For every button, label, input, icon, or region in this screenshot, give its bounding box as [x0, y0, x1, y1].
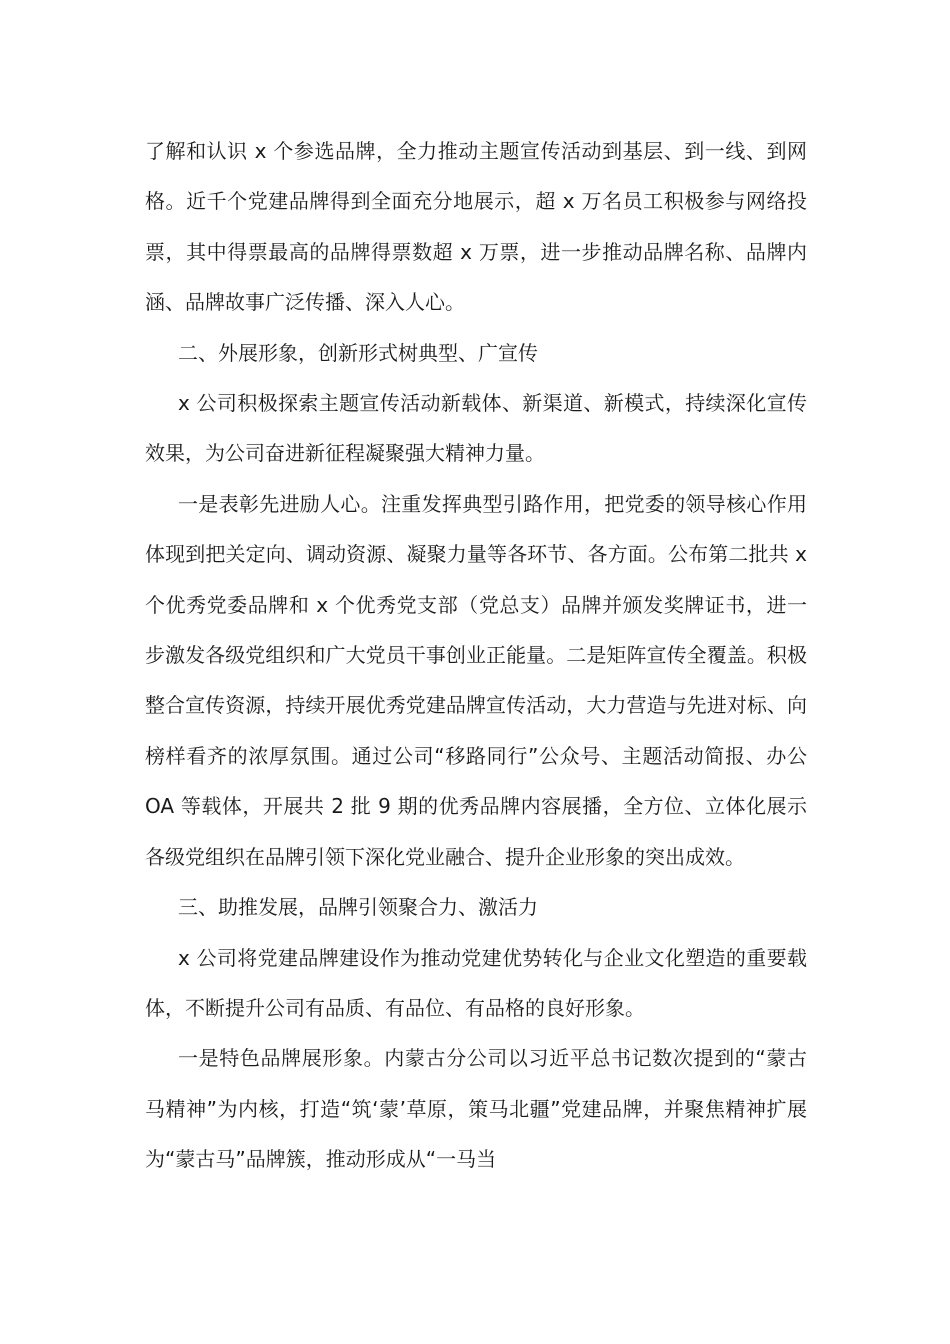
paragraph-section-2-body: 一是表彰先进励人心。注重发挥典型引路作用，把党委的领导核心作用体现到把关定向、调动资源、凝聚力量等各环节、各方面。公布第二批共 x 个优秀党委品牌和 x 个优秀党支部（党总支）品牌并颁发奖牌证书，进一步激发各级党组织和广大党员干事创业正能量。二是矩阵宣传全覆盖。积极整合宣传资源，持续开展优秀党建品牌宣传活动，大力营造与先进对标、向榜样看齐的浓厚氛围。通过公司“移路同行”公众号、主题活动简报、办公 OA 等载体，开展共 2 批 9 期的优秀品牌内容展播，全方位、立体化展示各级党组织在品牌引领下深化党业融合、提升企业形象的突出成效。: [145, 491, 807, 869]
document-body: [145, 126, 807, 1185]
paragraph-section-2-intro: x 公司积极探索主题宣传活动新载体、新渠道、新模式，持续深化宣传效果，为公司奋进新征程凝聚强大精神力量。: [145, 391, 807, 466]
paragraph-continuation: 了解和认识 x 个参选品牌，全力推动主题宣传活动到基层、到一线、到网格。近千个党建品牌得到全面充分地展示，超 x 万名员工积极参与网络投票，其中得票最高的品牌得票数超 x 万票，进一步推动品牌名称、品牌内涵、品牌故事广泛传播、深入人心。: [145, 139, 807, 315]
paragraph-section-3-intro: x 公司将党建品牌建设作为推动党建优势转化与企业文化塑造的重要载体，不断提升公司有品质、有品位、有品格的良好形象。: [145, 945, 807, 1020]
paragraph-section-3-body: 一是特色品牌展形象。内蒙古分公司以习近平总书记数次提到的“蒙古马精神”为内核，打造“筑‘蒙’草原，策马北疆”党建品牌，并聚焦精神扩展为“蒙古马”品牌簇，推动形成从“一马当: [145, 1046, 807, 1172]
section-heading-2: 二、外展形象，创新形式树典型、广宣传: [178, 340, 538, 365]
section-heading-3: 三、助推发展，品牌引领聚合力、激活力: [178, 895, 538, 920]
